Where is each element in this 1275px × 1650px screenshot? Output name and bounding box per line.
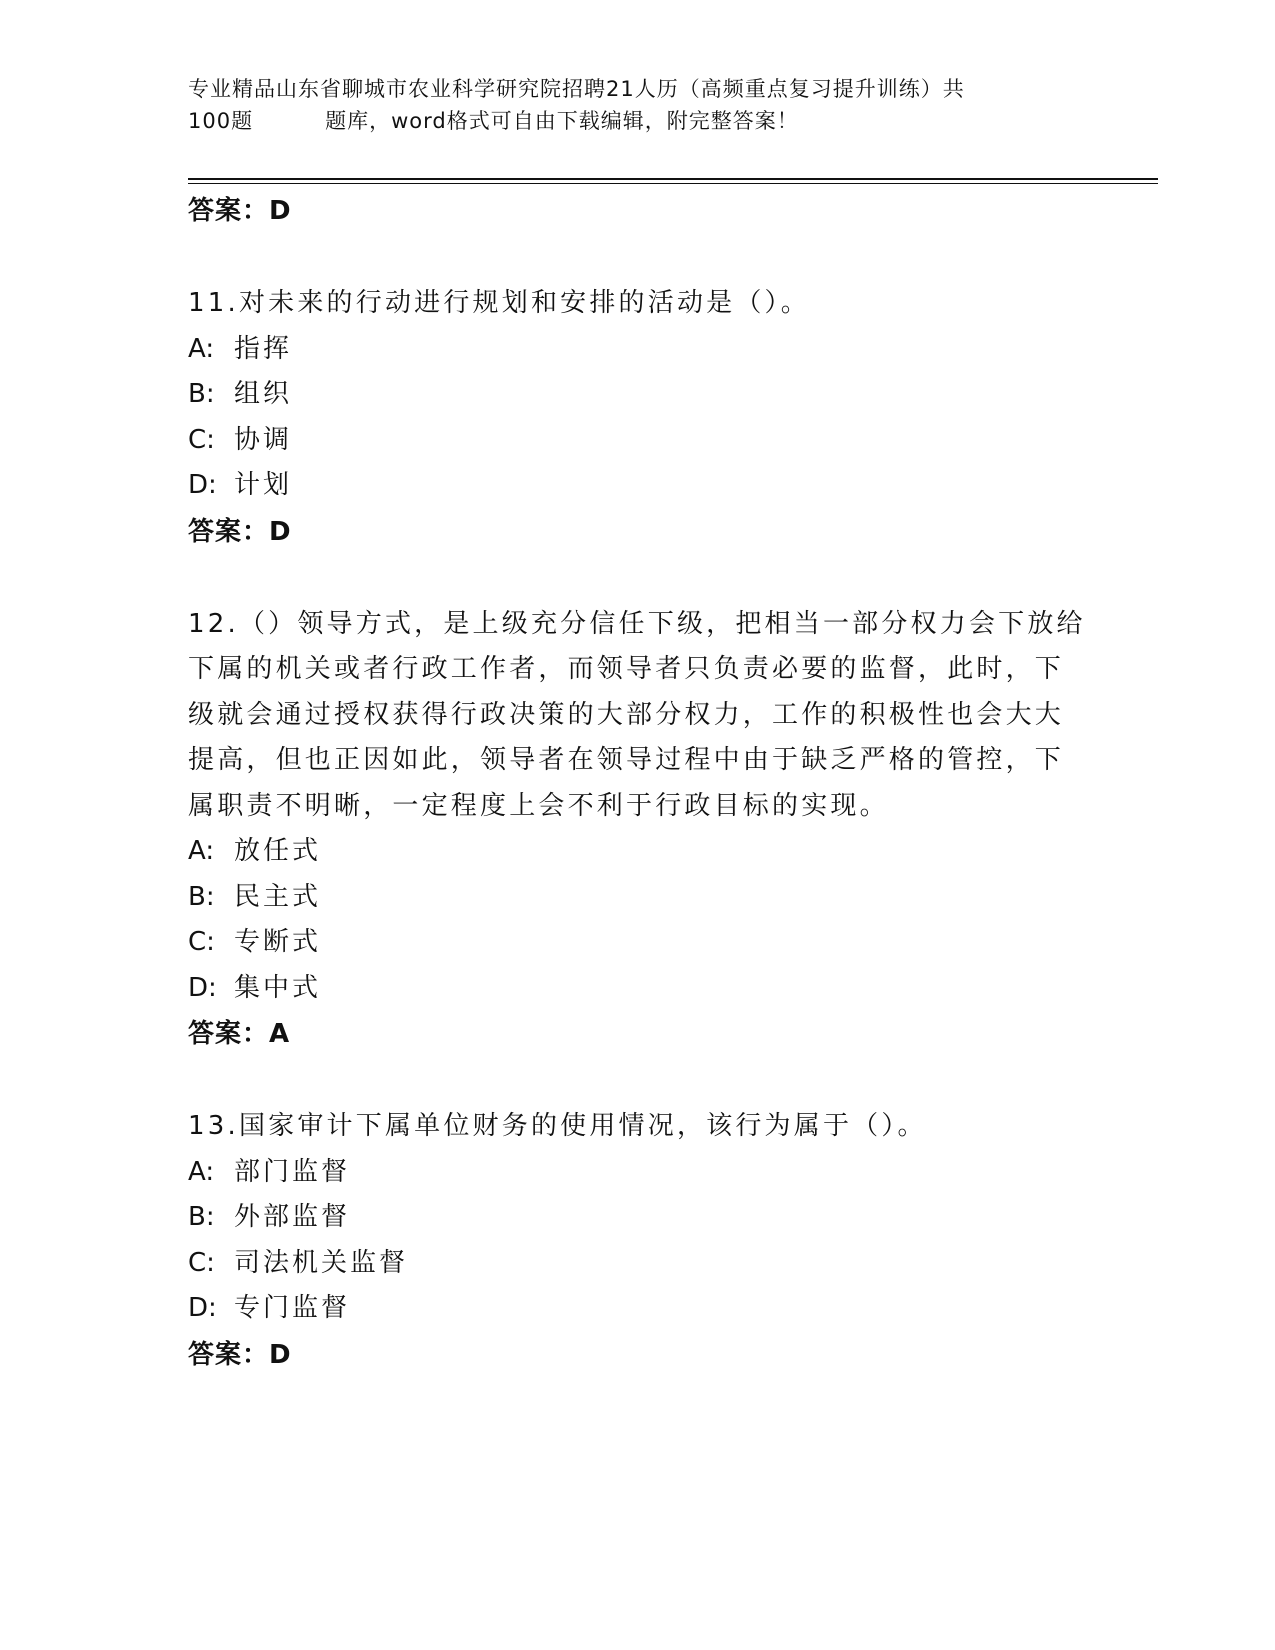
question-text-line: 提高，但也正因如此，领导者在领导过程中由于缺乏严格的管控，下 xyxy=(188,745,1065,775)
header-title-desc: 题库，word格式可自由下载编辑，附完整答案！ xyxy=(325,109,799,133)
spacer xyxy=(188,555,1088,602)
option-key: B: xyxy=(188,379,215,409)
option-text: 协调 xyxy=(234,424,293,455)
option-key: A: xyxy=(188,1156,215,1187)
question-text-line: 12.（）领导方式，是上级充分信任下级，把相当一部分权力会下放给 xyxy=(188,608,1086,639)
question-text-line: 下属的机关或者行政工作者，而领导者只负责必要的监督，此时，下 xyxy=(188,654,1065,684)
option-text: 民主式 xyxy=(234,881,322,912)
option-key: A: xyxy=(188,836,215,866)
option-text: 计划 xyxy=(234,470,293,500)
previous-answer: 答案：D xyxy=(188,196,292,226)
question-block xyxy=(188,602,1088,1058)
option-d xyxy=(188,1286,1088,1332)
answer-line: 答案：D xyxy=(188,1339,292,1370)
option-key: B: xyxy=(188,1202,215,1232)
header-title-line2 xyxy=(188,105,1088,137)
page-header xyxy=(188,73,1088,137)
option-a xyxy=(188,1150,1088,1196)
document-body xyxy=(188,188,1088,1378)
option-text: 专门监督 xyxy=(234,1293,351,1323)
option-a xyxy=(188,327,1088,373)
option-b xyxy=(188,1195,1088,1241)
header-divider-top xyxy=(188,178,1158,180)
header-divider-bottom xyxy=(188,183,1158,184)
option-text: 放任式 xyxy=(234,836,322,866)
option-text: 指挥 xyxy=(234,333,293,364)
option-key: C: xyxy=(188,927,215,957)
option-text: 组织 xyxy=(234,379,293,409)
option-d xyxy=(188,463,1088,509)
spacer xyxy=(188,1057,1088,1104)
spacer xyxy=(188,234,1088,281)
question-block xyxy=(188,1104,1088,1378)
question-block xyxy=(188,281,1088,555)
question-text: 13.国家审计下属单位财务的使用情况，该行为属于（）。 xyxy=(188,1111,927,1141)
option-a xyxy=(188,829,1088,875)
header-title-line1: 专业精品山东省聊城市农业科学研究院招聘21人历（高频重点复习提升训练）共 xyxy=(188,77,965,101)
option-key: D: xyxy=(188,972,217,1003)
option-key: C: xyxy=(188,1247,215,1278)
question-text-line: 属职责不明晰，一定程度上会不利于行政目标的实现。 xyxy=(188,790,889,821)
option-text: 专断式 xyxy=(234,927,322,957)
answer-line: 答案：D xyxy=(188,516,292,547)
question-text: 11.对未来的行动进行规划和安排的活动是（）。 xyxy=(188,288,810,318)
header-title-count: 100题 xyxy=(188,109,254,133)
option-key: D: xyxy=(188,1293,217,1323)
option-b xyxy=(188,875,1088,921)
option-d xyxy=(188,966,1088,1012)
answer-line: 答案：A xyxy=(188,1019,291,1049)
option-b xyxy=(188,372,1088,418)
option-c xyxy=(188,418,1088,464)
option-text: 集中式 xyxy=(234,972,322,1003)
option-text: 外部监督 xyxy=(234,1202,351,1232)
option-c xyxy=(188,1241,1088,1287)
option-text: 司法机关监督 xyxy=(234,1247,409,1278)
option-key: C: xyxy=(188,424,215,455)
option-key: A: xyxy=(188,333,215,364)
option-key: B: xyxy=(188,881,215,912)
option-key: D: xyxy=(188,470,217,500)
option-text: 部门监督 xyxy=(234,1156,351,1187)
question-text-line: 级就会通过授权获得行政决策的大部分权力，工作的积极性也会大大 xyxy=(188,699,1065,730)
option-c xyxy=(188,920,1088,966)
